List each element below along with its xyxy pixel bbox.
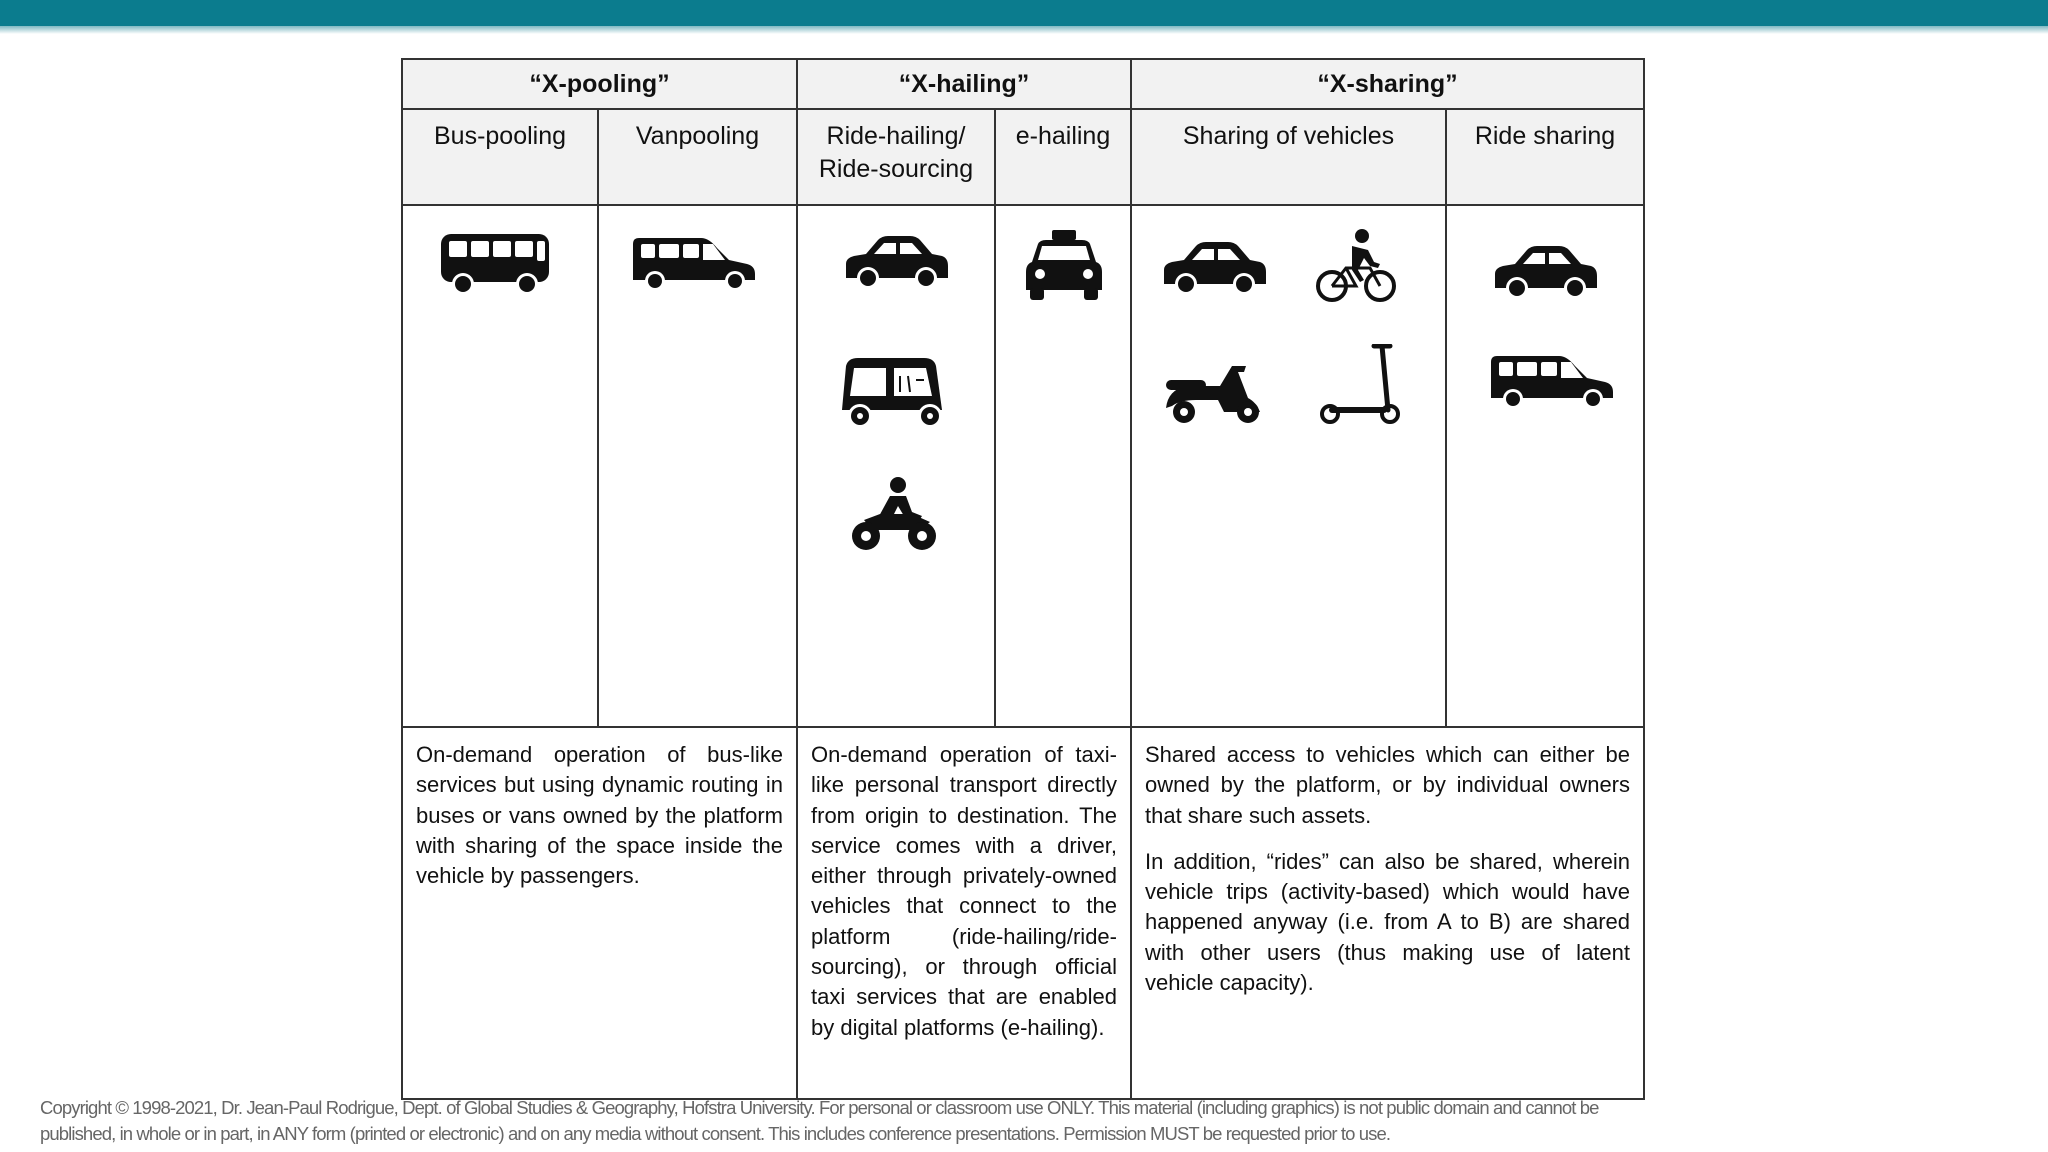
van-icon [1487,352,1617,412]
auto-rickshaw-icon [838,356,950,432]
bicycle-rider-icon [1316,228,1396,306]
description-x-pooling [402,727,797,1099]
van-icon [629,234,759,294]
kick-scooter-icon [1318,344,1408,426]
subcategory-bus-pooling: Bus-pooling [402,109,598,205]
description-x-sharing-text-2: In addition, “rides” can also be shared, wherein vehicle trips (activity-based) which would have happened anyway (i.e. from A to B) are shared with other users (thus making use of latent vehicle capacity). [1145,848,1631,996]
description-x-sharing-text-1: Shared access to vehicles which can either be owned by the platform, or by individual owners that share such assets. [1145,742,1631,828]
motorcycle-rider-icon [850,476,940,552]
icons-cell-sharing-of-vehicles [1131,205,1446,727]
top-banner [0,0,2048,26]
group-x-hailing: “X-hailing” [797,59,1131,109]
icons-cell-e-hailing [995,205,1131,727]
car-icon [1489,244,1601,304]
subcategory-ride-hailing: Ride-hailing/ Ride-sourcing [797,109,995,205]
subcategory-ride-sharing: Ride sharing [1446,109,1644,205]
icons-cell-ride-hailing [797,205,995,727]
taxi-icon [1024,230,1104,302]
group-x-pooling: “X-pooling” [402,59,797,109]
description-x-pooling-text: On-demand operation of bus-like services but using dynamic routing in buses or vans owned by the platform with sharing of the space inside the vehicle by passengers. [416,742,783,889]
group-x-sharing: “X-sharing” [1131,59,1644,109]
subcategory-e-hailing: e-hailing [995,109,1131,205]
car-icon [840,234,952,294]
icons-cell-vanpooling [598,205,797,727]
copyright-notice: Copyright © 1998-2021, Dr. Jean-Paul Rodrigue, Dept. of Global Studies & Geography, Hofstra University. For personal or classroom use ONLY. This material (including graphics) is not public domain and cannot be published, in whole or in part, in ANY form (printed or electronic) and on any media without consent. This includes conference presentations. Permission MUST be requested prior to use. [40,1097,1599,1144]
subcategory-sharing-of-vehicles: Sharing of vehicles [1131,109,1446,205]
car-icon [1158,240,1270,300]
top-banner-fade [0,26,2048,34]
scooter-icon [1162,364,1266,424]
icons-cell-bus-pooling [402,205,598,727]
bus-icon [439,232,551,296]
icons-cell-ride-sharing [1446,205,1644,727]
description-x-hailing-text: On-demand operation of taxi-like personal transport directly from origin to destination. The service comes with a driver, either through privately-owned vehicles that connect to the platform (ride-hailing/ride-sourcing), or through official taxi services that are enabled by digital platforms (e-hailing). [811,742,1117,1040]
description-x-sharing [1131,727,1644,1099]
subcategory-vanpooling: Vanpooling [598,109,797,205]
mobility-services-table [401,58,1645,1100]
description-x-hailing [797,727,1131,1099]
